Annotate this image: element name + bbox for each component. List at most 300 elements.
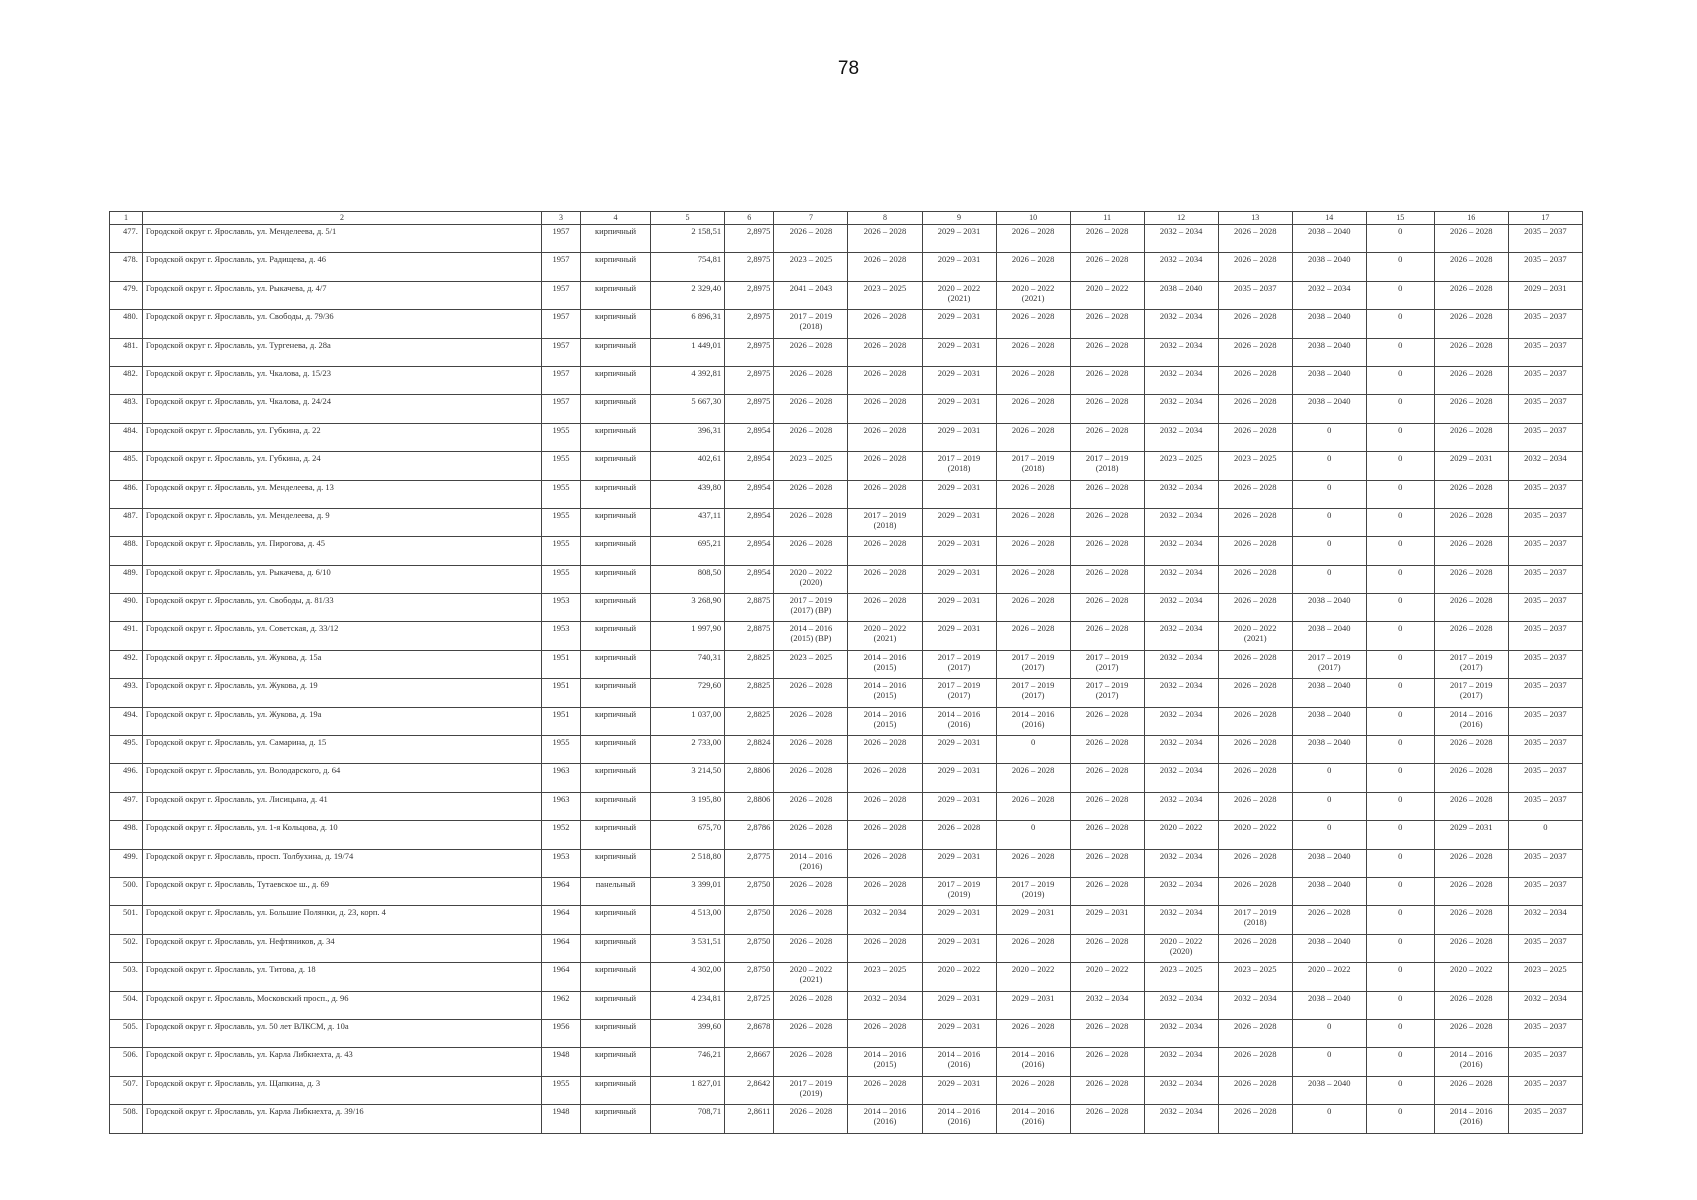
table-cell-col-7: 2026 – 2028 (774, 792, 848, 820)
table-cell-col-12: 2032 – 2034 (1144, 679, 1218, 707)
table-cell-col-8: 2023 – 2025 (848, 281, 922, 309)
table-cell-col-2: Городской округ г. Ярославль, просп. Толбухина, д. 19/74 (142, 849, 541, 877)
table-cell-col-10: 0 (996, 736, 1070, 764)
table-cell-col-16: 2026 – 2028 (1434, 906, 1508, 934)
table-cell-col-4: кирпичный (581, 395, 651, 423)
table-cell-col-7: 2026 – 2028 (774, 1048, 848, 1076)
table-cell-col-7: 2026 – 2028 (774, 906, 848, 934)
table-cell-col-7: 2026 – 2028 (774, 707, 848, 735)
table-cell-col-13: 2026 – 2028 (1218, 480, 1292, 508)
table-cell-col-14: 2038 – 2040 (1292, 310, 1366, 338)
table-cell-col-1: 483. (110, 395, 143, 423)
table-cell-col-10: 2026 – 2028 (996, 792, 1070, 820)
table-cell-col-15: 0 (1366, 963, 1434, 991)
table-cell-col-13: 2026 – 2028 (1218, 736, 1292, 764)
table-cell-col-3: 1955 (542, 565, 581, 593)
table-cell-col-3: 1963 (542, 764, 581, 792)
table-cell-col-1: 486. (110, 480, 143, 508)
table-cell-col-17: 2035 – 2037 (1508, 537, 1582, 565)
table-cell-col-13: 2026 – 2028 (1218, 934, 1292, 962)
table-cell-col-8: 2026 – 2028 (848, 877, 922, 905)
table-cell-col-9: 2029 – 2031 (922, 991, 996, 1019)
table-cell-col-8: 2026 – 2028 (848, 225, 922, 253)
table-cell-col-10: 2014 – 2016 (2016) (996, 1048, 1070, 1076)
table-cell-col-8: 2026 – 2028 (848, 764, 922, 792)
table-cell-col-1: 495. (110, 736, 143, 764)
table-cell-col-8: 2026 – 2028 (848, 395, 922, 423)
table-cell-col-11: 2026 – 2028 (1070, 423, 1144, 451)
table-cell-col-10: 2020 – 2022 (2021) (996, 281, 1070, 309)
table-cell-col-16: 2026 – 2028 (1434, 508, 1508, 536)
table-row (110, 991, 1583, 1019)
table-cell-col-14: 2038 – 2040 (1292, 877, 1366, 905)
table-cell-col-1: 498. (110, 821, 143, 849)
table-cell-col-15: 0 (1366, 1076, 1434, 1104)
table-cell-col-14: 2038 – 2040 (1292, 991, 1366, 1019)
table-cell-col-10: 2026 – 2028 (996, 366, 1070, 394)
table-row (110, 963, 1583, 991)
table-cell-col-9: 2029 – 2031 (922, 253, 996, 281)
table-cell-col-10: 2017 – 2019 (2017) (996, 679, 1070, 707)
table-row (110, 253, 1583, 281)
table-cell-col-16: 2026 – 2028 (1434, 622, 1508, 650)
table-cell-col-13: 2023 – 2025 (1218, 963, 1292, 991)
table-cell-col-15: 0 (1366, 821, 1434, 849)
table-cell-col-17: 2035 – 2037 (1508, 366, 1582, 394)
table-row (110, 366, 1583, 394)
table-cell-col-6: 2,8954 (725, 565, 774, 593)
table-cell-col-4: панельный (581, 877, 651, 905)
table-cell-col-12: 2032 – 2034 (1144, 338, 1218, 366)
table-cell-col-5: 4 392,81 (651, 366, 725, 394)
table-cell-col-9: 2020 – 2022 (922, 963, 996, 991)
table-cell-col-11: 2017 – 2019 (2018) (1070, 452, 1144, 480)
table-cell-col-15: 0 (1366, 991, 1434, 1019)
table-cell-col-6: 2,8642 (725, 1076, 774, 1104)
table-cell-col-7: 2017 – 2019 (2019) (774, 1076, 848, 1104)
table-cell-col-8: 2023 – 2025 (848, 963, 922, 991)
table-cell-col-2: Городской округ г. Ярославль, ул. Тургенева, д. 28а (142, 338, 541, 366)
table-cell-col-3: 1957 (542, 395, 581, 423)
table-cell-col-4: кирпичный (581, 934, 651, 962)
table-cell-col-5: 2 158,51 (651, 225, 725, 253)
table-row (110, 537, 1583, 565)
table-row (110, 1076, 1583, 1104)
table-cell-col-3: 1957 (542, 310, 581, 338)
table-cell-col-4: кирпичный (581, 679, 651, 707)
table-cell-col-16: 2026 – 2028 (1434, 423, 1508, 451)
table-cell-col-2: Городской округ г. Ярославль, ул. Свободы, д. 79/36 (142, 310, 541, 338)
table-cell-col-14: 2017 – 2019 (2017) (1292, 650, 1366, 678)
table-cell-col-3: 1957 (542, 338, 581, 366)
table-cell-col-5: 2 518,80 (651, 849, 725, 877)
table-cell-col-14: 2038 – 2040 (1292, 366, 1366, 394)
table-row (110, 679, 1583, 707)
table-cell-col-7: 2026 – 2028 (774, 366, 848, 394)
table-cell-col-12: 2032 – 2034 (1144, 1048, 1218, 1076)
table-cell-col-13: 2026 – 2028 (1218, 877, 1292, 905)
table-cell-col-17: 2035 – 2037 (1508, 1105, 1582, 1133)
table-row (110, 565, 1583, 593)
table-cell-col-2: Городской округ г. Ярославль, ул. Жукова, д. 19 (142, 679, 541, 707)
table-row (110, 1105, 1583, 1133)
table-cell-col-6: 2,8750 (725, 934, 774, 962)
table-cell-col-6: 2,8825 (725, 707, 774, 735)
table-cell-col-4: кирпичный (581, 792, 651, 820)
table-cell-col-12: 2032 – 2034 (1144, 225, 1218, 253)
table-cell-col-13: 2026 – 2028 (1218, 395, 1292, 423)
table-cell-col-10: 2014 – 2016 (2016) (996, 1105, 1070, 1133)
table-cell-col-4: кирпичный (581, 1048, 651, 1076)
table-row (110, 395, 1583, 423)
table-cell-col-16: 2026 – 2028 (1434, 792, 1508, 820)
table-cell-col-11: 2026 – 2028 (1070, 338, 1144, 366)
table-cell-col-5: 6 896,31 (651, 310, 725, 338)
table-cell-col-15: 0 (1366, 508, 1434, 536)
table-cell-col-2: Городской округ г. Ярославль, ул. Володарского, д. 64 (142, 764, 541, 792)
table-cell-col-12: 2038 – 2040 (1144, 281, 1218, 309)
table-cell-col-4: кирпичный (581, 225, 651, 253)
table-cell-col-1: 488. (110, 537, 143, 565)
table-cell-col-2: Городской округ г. Ярославль, ул. Менделеева, д. 13 (142, 480, 541, 508)
table-cell-col-14: 2038 – 2040 (1292, 849, 1366, 877)
table-header (110, 212, 1583, 225)
table-cell-col-7: 2023 – 2025 (774, 650, 848, 678)
column-number-10: 10 (996, 212, 1070, 225)
table-cell-col-1: 477. (110, 225, 143, 253)
table-cell-col-6: 2,8725 (725, 991, 774, 1019)
table-cell-col-3: 1957 (542, 281, 581, 309)
table-cell-col-17: 2035 – 2037 (1508, 565, 1582, 593)
table-row (110, 281, 1583, 309)
table-cell-col-10: 2026 – 2028 (996, 594, 1070, 622)
table-cell-col-7: 2026 – 2028 (774, 821, 848, 849)
table-cell-col-16: 2014 – 2016 (2016) (1434, 707, 1508, 735)
table-cell-col-16: 2026 – 2028 (1434, 338, 1508, 366)
table-cell-col-17: 2035 – 2037 (1508, 764, 1582, 792)
column-number-row (110, 212, 1583, 225)
table-cell-col-17: 2035 – 2037 (1508, 508, 1582, 536)
table-cell-col-15: 0 (1366, 1048, 1434, 1076)
table-row (110, 338, 1583, 366)
table-cell-col-14: 2032 – 2034 (1292, 281, 1366, 309)
table-cell-col-8: 2014 – 2016 (2015) (848, 707, 922, 735)
table-cell-col-8: 2020 – 2022 (2021) (848, 622, 922, 650)
table-cell-col-15: 0 (1366, 650, 1434, 678)
table-cell-col-3: 1951 (542, 679, 581, 707)
table-row (110, 225, 1583, 253)
table-cell-col-11: 2020 – 2022 (1070, 281, 1144, 309)
table-cell-col-14: 2026 – 2028 (1292, 906, 1366, 934)
table-cell-col-10: 2017 – 2019 (2017) (996, 650, 1070, 678)
column-number-1: 1 (110, 212, 143, 225)
table-cell-col-4: кирпичный (581, 764, 651, 792)
table-cell-col-9: 2029 – 2031 (922, 736, 996, 764)
table-cell-col-4: кирпичный (581, 849, 651, 877)
table-cell-col-6: 2,8975 (725, 225, 774, 253)
column-number-9: 9 (922, 212, 996, 225)
table-cell-col-9: 2029 – 2031 (922, 423, 996, 451)
table-cell-col-1: 507. (110, 1076, 143, 1104)
table-cell-col-12: 2032 – 2034 (1144, 650, 1218, 678)
table-cell-col-8: 2026 – 2028 (848, 452, 922, 480)
table-cell-col-2: Городской округ г. Ярославль, ул. Чкалова, д. 24/24 (142, 395, 541, 423)
table-cell-col-3: 1964 (542, 906, 581, 934)
table-cell-col-9: 2029 – 2031 (922, 792, 996, 820)
table-cell-col-5: 3 268,90 (651, 594, 725, 622)
table-cell-col-7: 2017 – 2019 (2017) (ВР) (774, 594, 848, 622)
table-cell-col-13: 2026 – 2028 (1218, 225, 1292, 253)
table-cell-col-6: 2,8775 (725, 849, 774, 877)
table-cell-col-1: 497. (110, 792, 143, 820)
table-cell-col-9: 2029 – 2031 (922, 849, 996, 877)
table-cell-col-7: 2017 – 2019 (2018) (774, 310, 848, 338)
table-cell-col-6: 2,8806 (725, 764, 774, 792)
table-cell-col-17: 2035 – 2037 (1508, 1048, 1582, 1076)
table-cell-col-11: 2029 – 2031 (1070, 906, 1144, 934)
table-cell-col-17: 2035 – 2037 (1508, 849, 1582, 877)
table-cell-col-6: 2,8786 (725, 821, 774, 849)
table-cell-col-14: 2038 – 2040 (1292, 338, 1366, 366)
table-cell-col-1: 504. (110, 991, 143, 1019)
table-cell-col-17: 2035 – 2037 (1508, 792, 1582, 820)
table-cell-col-2: Городской округ г. Ярославль, ул. Губкина, д. 22 (142, 423, 541, 451)
table-row (110, 1048, 1583, 1076)
table-cell-col-9: 2029 – 2031 (922, 395, 996, 423)
column-number-12: 12 (1144, 212, 1218, 225)
table-cell-col-15: 0 (1366, 225, 1434, 253)
table-cell-col-8: 2026 – 2028 (848, 1019, 922, 1047)
table-cell-col-4: кирпичный (581, 821, 651, 849)
table-cell-col-16: 2026 – 2028 (1434, 395, 1508, 423)
table-cell-col-8: 2026 – 2028 (848, 792, 922, 820)
table-row (110, 423, 1583, 451)
table-cell-col-11: 2026 – 2028 (1070, 849, 1144, 877)
table-cell-col-5: 402,61 (651, 452, 725, 480)
table-cell-col-12: 2032 – 2034 (1144, 508, 1218, 536)
table-cell-col-8: 2032 – 2034 (848, 991, 922, 1019)
table-cell-col-15: 0 (1366, 679, 1434, 707)
table-cell-col-16: 2026 – 2028 (1434, 310, 1508, 338)
column-number-16: 16 (1434, 212, 1508, 225)
table-cell-col-7: 2026 – 2028 (774, 480, 848, 508)
table-cell-col-17: 2032 – 2034 (1508, 991, 1582, 1019)
table-cell-col-5: 808,50 (651, 565, 725, 593)
table-cell-col-15: 0 (1366, 877, 1434, 905)
table-cell-col-7: 2014 – 2016 (2015) (ВР) (774, 622, 848, 650)
table-cell-col-10: 0 (996, 821, 1070, 849)
table-cell-col-6: 2,8678 (725, 1019, 774, 1047)
table-cell-col-11: 2026 – 2028 (1070, 253, 1144, 281)
table-cell-col-11: 2026 – 2028 (1070, 480, 1144, 508)
column-number-2: 2 (142, 212, 541, 225)
table-cell-col-9: 2029 – 2031 (922, 565, 996, 593)
table-cell-col-17: 2035 – 2037 (1508, 622, 1582, 650)
table-cell-col-8: 2026 – 2028 (848, 1076, 922, 1104)
table-cell-col-4: кирпичный (581, 537, 651, 565)
table-cell-col-16: 2026 – 2028 (1434, 537, 1508, 565)
table-cell-col-11: 2026 – 2028 (1070, 934, 1144, 962)
table-cell-col-7: 2026 – 2028 (774, 1105, 848, 1133)
table-cell-col-16: 2026 – 2028 (1434, 565, 1508, 593)
table-cell-col-12: 2032 – 2034 (1144, 480, 1218, 508)
table-cell-col-13: 2026 – 2028 (1218, 508, 1292, 536)
table-cell-col-11: 2026 – 2028 (1070, 1105, 1144, 1133)
table-cell-col-1: 482. (110, 366, 143, 394)
table-cell-col-2: Городской округ г. Ярославль, ул. Губкина, д. 24 (142, 452, 541, 480)
table-cell-col-4: кирпичный (581, 310, 651, 338)
table-cell-col-13: 2026 – 2028 (1218, 338, 1292, 366)
table-cell-col-17: 2035 – 2037 (1508, 934, 1582, 962)
table-cell-col-7: 2026 – 2028 (774, 537, 848, 565)
table-cell-col-2: Городской округ г. Ярославль, ул. Радищева, д. 46 (142, 253, 541, 281)
table-cell-col-12: 2020 – 2022 (2020) (1144, 934, 1218, 962)
table-cell-col-11: 2026 – 2028 (1070, 877, 1144, 905)
table-cell-col-7: 2026 – 2028 (774, 423, 848, 451)
column-number-8: 8 (848, 212, 922, 225)
table-cell-col-7: 2026 – 2028 (774, 395, 848, 423)
table-cell-col-14: 2038 – 2040 (1292, 395, 1366, 423)
table-cell-col-3: 1957 (542, 253, 581, 281)
table-row (110, 906, 1583, 934)
table-cell-col-16: 2026 – 2028 (1434, 253, 1508, 281)
table-cell-col-12: 2032 – 2034 (1144, 1105, 1218, 1133)
table-cell-col-16: 2017 – 2019 (2017) (1434, 679, 1508, 707)
table-cell-col-17: 2035 – 2037 (1508, 736, 1582, 764)
table-cell-col-8: 2026 – 2028 (848, 849, 922, 877)
table-cell-col-14: 0 (1292, 1105, 1366, 1133)
table-cell-col-13: 2026 – 2028 (1218, 849, 1292, 877)
table-cell-col-15: 0 (1366, 792, 1434, 820)
table-cell-col-15: 0 (1366, 395, 1434, 423)
column-number-13: 13 (1218, 212, 1292, 225)
table-cell-col-17: 2035 – 2037 (1508, 395, 1582, 423)
table-cell-col-1: 490. (110, 594, 143, 622)
table-cell-col-15: 0 (1366, 594, 1434, 622)
table-cell-col-8: 2026 – 2028 (848, 736, 922, 764)
table-cell-col-17: 2035 – 2037 (1508, 423, 1582, 451)
table-cell-col-14: 0 (1292, 792, 1366, 820)
table-cell-col-9: 2017 – 2019 (2017) (922, 650, 996, 678)
table-cell-col-15: 0 (1366, 537, 1434, 565)
table-cell-col-3: 1952 (542, 821, 581, 849)
table-cell-col-16: 2026 – 2028 (1434, 849, 1508, 877)
table-cell-col-14: 2038 – 2040 (1292, 707, 1366, 735)
table-cell-col-13: 2026 – 2028 (1218, 310, 1292, 338)
table-row (110, 452, 1583, 480)
table-cell-col-9: 2029 – 2031 (922, 1019, 996, 1047)
table-row (110, 310, 1583, 338)
table-cell-col-14: 0 (1292, 480, 1366, 508)
table-cell-col-13: 2026 – 2028 (1218, 594, 1292, 622)
table-cell-col-9: 2029 – 2031 (922, 622, 996, 650)
table-cell-col-13: 2023 – 2025 (1218, 452, 1292, 480)
table-cell-col-2: Городской округ г. Ярославль, ул. Большие Полянки, д. 23, корп. 4 (142, 906, 541, 934)
table-cell-col-7: 2026 – 2028 (774, 225, 848, 253)
table-cell-col-17: 2035 – 2037 (1508, 310, 1582, 338)
table-cell-col-3: 1951 (542, 707, 581, 735)
table-cell-col-8: 2026 – 2028 (848, 366, 922, 394)
table-cell-col-15: 0 (1366, 366, 1434, 394)
table-cell-col-15: 0 (1366, 849, 1434, 877)
table-row (110, 508, 1583, 536)
table-cell-col-17: 2029 – 2031 (1508, 281, 1582, 309)
table-cell-col-10: 2014 – 2016 (2016) (996, 707, 1070, 735)
table-cell-col-13: 2026 – 2028 (1218, 1019, 1292, 1047)
table-row (110, 736, 1583, 764)
column-number-7: 7 (774, 212, 848, 225)
table-cell-col-2: Городской округ г. Ярославль, ул. Свободы, д. 81/33 (142, 594, 541, 622)
table-cell-col-4: кирпичный (581, 366, 651, 394)
table-cell-col-7: 2026 – 2028 (774, 991, 848, 1019)
table-cell-col-8: 2026 – 2028 (848, 565, 922, 593)
table-cell-col-13: 2026 – 2028 (1218, 253, 1292, 281)
table-cell-col-15: 0 (1366, 253, 1434, 281)
table-cell-col-14: 2038 – 2040 (1292, 594, 1366, 622)
table-cell-col-10: 2017 – 2019 (2018) (996, 452, 1070, 480)
table-cell-col-11: 2017 – 2019 (2017) (1070, 650, 1144, 678)
table-cell-col-1: 501. (110, 906, 143, 934)
table-cell-col-5: 1 037,00 (651, 707, 725, 735)
table-cell-col-12: 2032 – 2034 (1144, 310, 1218, 338)
table-cell-col-5: 1 827,01 (651, 1076, 725, 1104)
table-cell-col-3: 1955 (542, 452, 581, 480)
table-cell-col-9: 2029 – 2031 (922, 338, 996, 366)
table-cell-col-7: 2041 – 2043 (774, 281, 848, 309)
table-cell-col-5: 4 302,00 (651, 963, 725, 991)
table-cell-col-2: Городской округ г. Ярославль, ул. Рыкачева, д. 6/10 (142, 565, 541, 593)
table-cell-col-4: кирпичный (581, 338, 651, 366)
table-cell-col-7: 2026 – 2028 (774, 338, 848, 366)
table-cell-col-6: 2,8825 (725, 679, 774, 707)
table-cell-col-14: 2038 – 2040 (1292, 622, 1366, 650)
table-cell-col-1: 492. (110, 650, 143, 678)
table-cell-col-13: 2020 – 2022 (1218, 821, 1292, 849)
table-cell-col-3: 1955 (542, 537, 581, 565)
table-cell-col-15: 0 (1366, 1019, 1434, 1047)
table-cell-col-16: 2026 – 2028 (1434, 764, 1508, 792)
table-row (110, 594, 1583, 622)
table-cell-col-14: 0 (1292, 423, 1366, 451)
table-cell-col-12: 2023 – 2025 (1144, 452, 1218, 480)
table-cell-col-12: 2032 – 2034 (1144, 764, 1218, 792)
table-cell-col-11: 2020 – 2022 (1070, 963, 1144, 991)
table-cell-col-13: 2026 – 2028 (1218, 792, 1292, 820)
table-cell-col-2: Городской округ г. Ярославль, ул. Щапкина, д. 3 (142, 1076, 541, 1104)
table-cell-col-13: 2026 – 2028 (1218, 1105, 1292, 1133)
table-cell-col-2: Городской округ г. Ярославль, ул. Рыкачева, д. 4/7 (142, 281, 541, 309)
table-cell-col-11: 2026 – 2028 (1070, 764, 1144, 792)
table-cell-col-2: Городской округ г. Ярославль, ул. Карла Либкнехта, д. 39/16 (142, 1105, 541, 1133)
table-cell-col-12: 2032 – 2034 (1144, 1019, 1218, 1047)
table-cell-col-16: 2026 – 2028 (1434, 877, 1508, 905)
table-cell-col-10: 2029 – 2031 (996, 991, 1070, 1019)
table-cell-col-16: 2026 – 2028 (1434, 1019, 1508, 1047)
schedule-table-wrapper (109, 211, 1583, 1134)
table-cell-col-9: 2029 – 2031 (922, 906, 996, 934)
table-cell-col-17: 2035 – 2037 (1508, 1019, 1582, 1047)
table-cell-col-2: Городской округ г. Ярославль, ул. Титова, д. 18 (142, 963, 541, 991)
table-cell-col-2: Городской округ г. Ярославль, ул. Менделеева, д. 5/1 (142, 225, 541, 253)
table-cell-col-2: Городской округ г. Ярославль, ул. Чкалова, д. 15/23 (142, 366, 541, 394)
table-cell-col-1: 489. (110, 565, 143, 593)
table-cell-col-3: 1955 (542, 508, 581, 536)
table-cell-col-12: 2032 – 2034 (1144, 707, 1218, 735)
table-cell-col-2: Городской округ г. Ярославль, ул. Менделеева, д. 9 (142, 508, 541, 536)
table-cell-col-17: 2035 – 2037 (1508, 480, 1582, 508)
table-cell-col-2: Городской округ г. Ярославль, ул. Самарина, д. 15 (142, 736, 541, 764)
table-cell-col-13: 2026 – 2028 (1218, 679, 1292, 707)
